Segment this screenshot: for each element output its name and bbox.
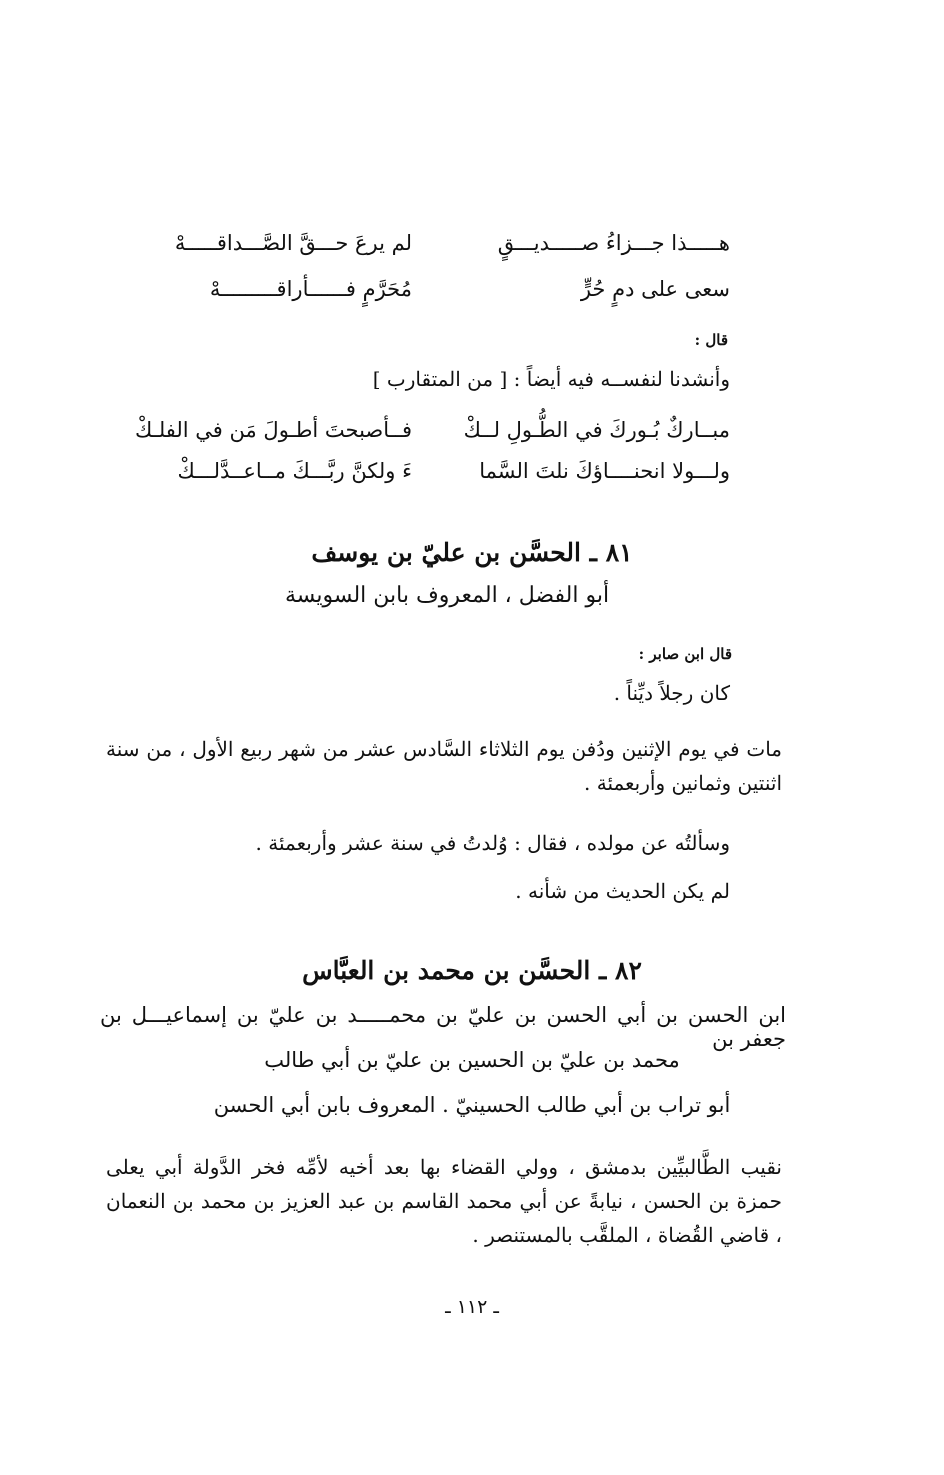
- entry82-lineage-line-1: ابن الحسن بن أبي الحسن بن عليّ بن محمـــــد بن عليّ بن إسماعيـــل بن جعفر بن: [100, 1003, 786, 1051]
- poem2-intro: وأنشدنا لنفســه فيه أيضاً : [ من المتقارب ]: [372, 367, 730, 391]
- entry81-paragraph-3: وسألتُه عن مولده ، فقال : وُلدتُ في سنة عشر وأربعمئة .: [255, 831, 730, 855]
- entry82-lineage-line-3: أبو تراب بن أبي طالب الحسينيّ . المعروف بابن أبي الحسن: [213, 1093, 731, 1117]
- poem2-line1-first-hemistich: مبــاركٌ بُـوركَ في الطُّـولِ لــكْ: [463, 418, 730, 442]
- poem1-line1: [150, 228, 730, 258]
- poem1-line2-first-hemistich: سعى على دمٍ حُرٍّ: [580, 277, 730, 301]
- poem1-line1-second-hemistich: لم يرعَ حـــقَّ الصَّـــداقـــــهْ: [174, 231, 412, 255]
- poem2-line2-second-hemistich: ءَ ولكنَّ ربَّـــكَ مــاعــدَّلـــكْ: [177, 459, 412, 483]
- poem1-line1-first-hemistich: هـــــذا جـــزاءُ صـــــديـــقٍ: [497, 231, 730, 255]
- poem2-line1: [134, 415, 730, 445]
- entry82-heading: ٨٢ ـ الحسَّن بن محمد بن العبَّاس: [302, 956, 642, 985]
- entry81-paragraph-1: كان رجلاً ديِّناً .: [613, 681, 730, 705]
- entry82-lineage-line-2: محمد بن عليّ بن الحسين بن عليّ بن أبي طالب: [264, 1048, 680, 1072]
- entry81-heading: ٨١ ـ الحسَّن بن عليّ بن يوسف: [311, 538, 633, 567]
- poem2-line2: [150, 456, 730, 486]
- page-number: ـ ١١٢ ـ: [445, 1296, 499, 1318]
- poem1-line2-second-hemistich: مُحَرَّمٍ فــــــأراقـــــــــهْ: [209, 277, 412, 301]
- entry81-paragraph-4: لم يكن الحديث من شأنه .: [515, 879, 730, 903]
- entry82-paragraph-1: نقيب الطَّالبيِّين بدمشق ، وولي القضاء بها بعد أخيه لأمِّه فخر الدَّولة أبي يعلى حمزة بن الحسن ، نيابةً عن أبي محمد القاسم بن عبد العزيز بن محمد بن النعمان ، قاضي القُضاة ، الملقَّب بالمستنصر .: [106, 1155, 783, 1247]
- entry81-subtitle: أبو الفضل ، المعروف بابن السويسة: [284, 583, 610, 608]
- entry81-paragraph-2: مات في يوم الإثنين ودُفن يوم الثلاثاء السَّادس عشر من شهر ربيع الأول ، من سنة اثنتين وثمانين وأربعمئة .: [106, 737, 782, 795]
- poem1-line2: [150, 274, 730, 304]
- entry81-source-label: قال ابن صابر :: [638, 645, 732, 663]
- qal-label: قال :: [694, 331, 728, 349]
- poem2-line1-second-hemistich: فــأصبحتَ أطـولَ مَن في الفلـكْ: [134, 418, 412, 442]
- poem2-line2-first-hemistich: ولـــولا انحنــــاؤكَ نلتَ السَّما: [479, 459, 730, 483]
